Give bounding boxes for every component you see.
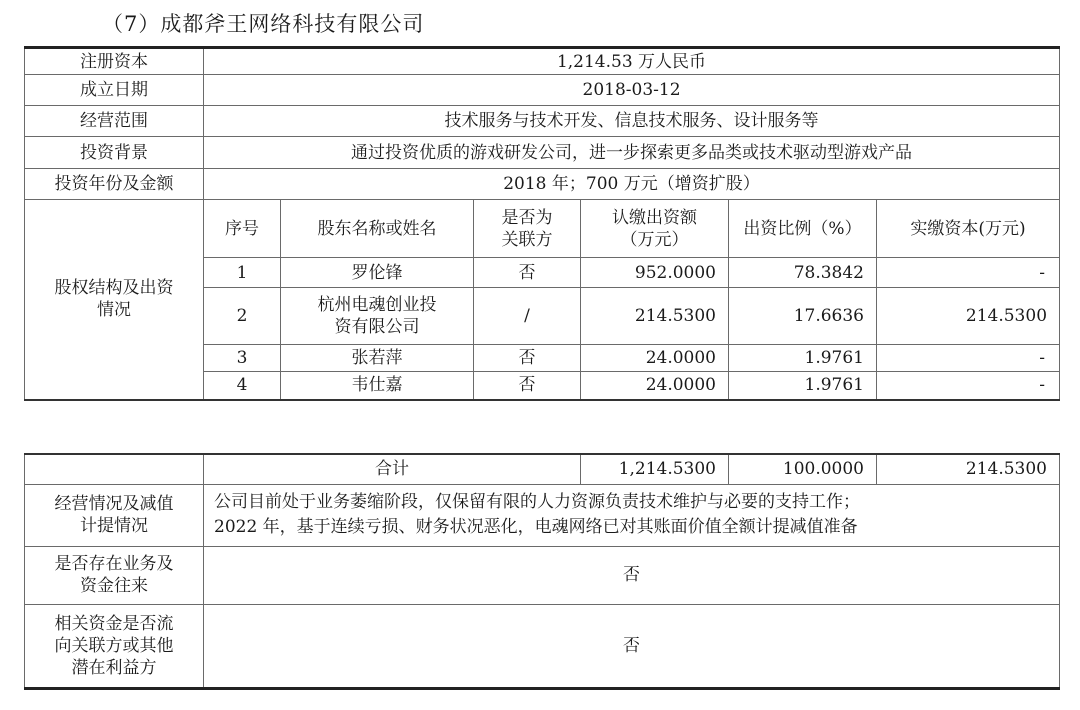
row-paid-in: 214.5300 <box>877 288 1060 345</box>
info-row-investment-amount <box>25 169 1060 200</box>
row-subscribed: 214.5300 <box>581 288 729 345</box>
investment-background-label: 投资背景 <box>25 137 204 169</box>
row-ratio: 17.6636 <box>729 288 877 345</box>
row-shareholder-name-line2: 资有限公司 <box>334 317 420 337</box>
row-related-party: 否 <box>474 345 581 372</box>
fund-flow-row <box>25 604 1060 688</box>
row-index: 3 <box>204 345 281 372</box>
row-subscribed: 952.0000 <box>581 258 729 288</box>
business-dealings-value: 否 <box>204 546 1060 604</box>
business-dealings-row <box>25 546 1060 604</box>
company-info-table <box>24 46 1060 401</box>
header-subscribed-capital <box>581 200 729 258</box>
operations-text-line1: 公司目前处于业务萎缩阶段，仅保留有限的人力资源负责技术维护与必要的支持工作； <box>214 492 860 512</box>
header-index: 序号 <box>204 200 281 258</box>
row-subscribed: 24.0000 <box>581 372 729 400</box>
row-shareholder-name: 罗伦锋 <box>281 258 474 288</box>
total-spacer <box>25 454 204 484</box>
header-related-line1: 是否为 <box>501 207 553 228</box>
header-related-line2: 关联方 <box>501 229 553 250</box>
operations-label-line1: 经营情况及减值 <box>54 494 174 514</box>
established-date-label: 成立日期 <box>25 75 204 106</box>
business-dealings-label-line1: 是否存在业务及 <box>54 554 174 574</box>
summary-table <box>24 453 1060 690</box>
fund-flow-label <box>25 604 204 688</box>
investment-amount-value: 2018 年；700 万元（增资扩股） <box>204 169 1060 200</box>
row-subscribed: 24.0000 <box>581 345 729 372</box>
total-paid-in: 214.5300 <box>877 454 1060 484</box>
equity-label-line1: 股权结构及出资 <box>54 278 174 299</box>
operations-label-line2: 计提情况 <box>80 516 148 536</box>
row-index: 4 <box>204 372 281 400</box>
fund-flow-label-line1: 相关资金是否流 <box>54 613 174 634</box>
info-row-business-scope <box>25 106 1060 137</box>
fund-flow-label-line2: 向关联方或其他 <box>54 635 174 656</box>
row-ratio: 1.9761 <box>729 345 877 372</box>
business-dealings-label-line2: 资金往来 <box>80 576 148 596</box>
header-ratio: 出资比例（%） <box>729 200 877 258</box>
header-subscribed-line1: 认缴出资额 <box>612 207 697 228</box>
equity-structure-label <box>25 200 204 400</box>
info-row-registered-capital <box>25 48 1060 75</box>
investment-background-value: 通过投资优质的游戏研发公司，进一步探索更多品类或技术驱动型游戏产品 <box>204 137 1060 169</box>
info-row-investment-background <box>25 137 1060 169</box>
company-title: （7）成都斧王网络科技有限公司 <box>102 12 425 36</box>
row-ratio: 1.9761 <box>729 372 877 400</box>
total-label: 合计 <box>204 454 581 484</box>
row-related-party: / <box>474 288 581 345</box>
business-dealings-label <box>25 546 204 604</box>
fund-flow-label-line3: 潜在利益方 <box>71 657 157 678</box>
business-scope-value: 技术服务与技术开发、信息技术服务、设计服务等 <box>204 106 1060 137</box>
operations-label <box>25 484 204 546</box>
investment-amount-label: 投资年份及金额 <box>25 169 204 200</box>
row-ratio: 78.3842 <box>729 258 877 288</box>
row-shareholder-name: 张若萍 <box>281 345 474 372</box>
header-subscribed-line2: （万元） <box>620 229 689 250</box>
equity-header-row <box>25 200 1060 258</box>
registered-capital-value: 1,214.53 万人民币 <box>204 48 1060 75</box>
row-shareholder-name: 韦仕嘉 <box>281 372 474 400</box>
row-shareholder-name <box>281 288 474 345</box>
header-shareholder-name: 股东名称或姓名 <box>281 200 474 258</box>
total-subscribed: 1,214.5300 <box>581 454 729 484</box>
equity-label-line2: 情况 <box>97 300 131 321</box>
row-shareholder-name-line1: 杭州电魂创业投 <box>317 295 437 315</box>
total-row <box>25 454 1060 484</box>
row-related-party: 否 <box>474 258 581 288</box>
operations-text-line2: 2022 年，基于连续亏损、财务状况恶化，电魂网络已对其账面价值全额计提减值准备 <box>214 517 858 537</box>
registered-capital-label: 注册资本 <box>25 48 204 75</box>
info-row-established-date <box>25 75 1060 106</box>
row-index: 2 <box>204 288 281 345</box>
row-paid-in: - <box>877 372 1060 400</box>
header-related-party <box>474 200 581 258</box>
established-date-value: 2018-03-12 <box>204 75 1060 106</box>
total-ratio: 100.0000 <box>729 454 877 484</box>
row-paid-in: - <box>877 345 1060 372</box>
row-paid-in: - <box>877 258 1060 288</box>
row-index: 1 <box>204 258 281 288</box>
operations-row <box>25 484 1060 546</box>
fund-flow-value: 否 <box>204 604 1060 688</box>
operations-text <box>204 484 1060 546</box>
header-paid-in: 实缴资本(万元) <box>877 200 1060 258</box>
row-related-party: 否 <box>474 372 581 400</box>
business-scope-label: 经营范围 <box>25 106 204 137</box>
